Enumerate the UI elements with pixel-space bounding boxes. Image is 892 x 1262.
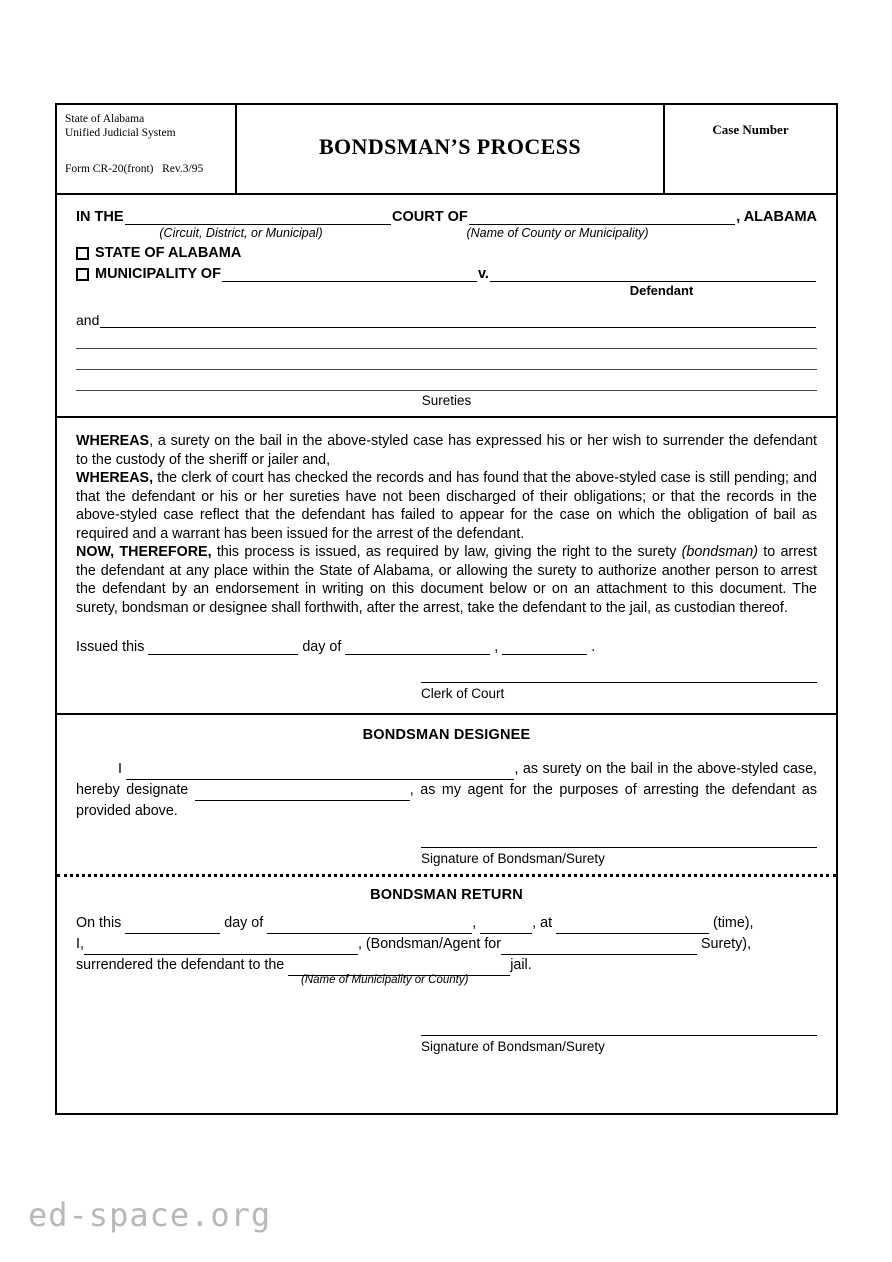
agency-line-2: Unified Judicial System — [65, 127, 176, 139]
therefore-keyword: NOW, THEREFORE, — [76, 544, 212, 560]
return-month-field[interactable] — [267, 918, 472, 934]
whereas-2-text: the clerk of court has checked the records and has found that the above-styled case is still pending; and that the defendant or his or her sureties have not been discharged of their obligations; or that the records in the above-styled case reflect that the defendant has failed to appear for the case on which the obligation of bail as required and a warrant has been issued for the arrest of the defendant. — [76, 470, 817, 542]
defendant-field[interactable] — [490, 267, 816, 282]
surety-field-3[interactable] — [76, 352, 817, 370]
whereas-1-text: , a surety on the bail in the above-styled case has expressed his or her wish to surrender the defendant to the custody of the sheriff or jailer and, — [76, 433, 817, 468]
county-field[interactable] — [469, 210, 735, 225]
municipality-of-label: MUNICIPALITY OF — [95, 266, 221, 282]
court-caption-block — [57, 195, 836, 418]
clerk-signature-field[interactable] — [421, 681, 817, 683]
return-time-label: (time), — [713, 915, 754, 931]
return-surety-label: Surety), — [700, 936, 752, 952]
return-bondsman-agent-label: , (Bondsman/Agent for — [357, 936, 501, 952]
return-day-of-label: day of — [224, 915, 264, 931]
bondsman-designee-block — [57, 715, 836, 874]
return-signature-group — [76, 1034, 817, 1054]
issued-period: . — [591, 639, 596, 655]
municipality-row[interactable] — [76, 266, 817, 282]
state-of-alabama-label: STATE OF ALABAMA — [95, 245, 242, 261]
designee-text-2: , as my agent for the purposes of arresting the defendant as provided above. — [76, 782, 817, 819]
return-at-label: , at — [532, 915, 553, 931]
court-type-field[interactable] — [125, 210, 391, 225]
therefore-paragraph — [76, 543, 817, 617]
bondsman-return-title: BONDSMAN RETURN — [370, 887, 523, 903]
form-body-block — [57, 418, 836, 715]
return-surrendered-label: surrendered the defendant to the — [76, 957, 285, 973]
court-hints — [76, 226, 817, 240]
issued-year-field[interactable] — [502, 639, 587, 655]
return-date-line — [76, 913, 817, 934]
in-the-label: IN THE — [76, 209, 124, 225]
issued-comma: , — [494, 639, 499, 655]
court-line — [76, 209, 817, 225]
return-jail-label: jail. — [510, 957, 532, 973]
surety-field-1[interactable] — [100, 313, 816, 328]
return-on-this-label: On this — [76, 915, 122, 931]
designee-signature-group — [76, 846, 817, 866]
bondsman-return-block — [57, 877, 836, 1062]
whereas-2-keyword: WHEREAS, — [76, 470, 154, 486]
issued-month-field[interactable] — [345, 639, 490, 655]
return-year-field[interactable] — [480, 918, 532, 934]
case-number-label: Case Number — [712, 122, 789, 137]
form-document — [55, 103, 838, 1115]
designee-surety-name-field[interactable] — [126, 764, 514, 780]
designee-signature-field[interactable] — [421, 846, 817, 848]
bondsman-italic: (bondsman) — [681, 544, 758, 560]
versus-label: v. — [477, 266, 489, 282]
state-of-alabama-row[interactable] — [76, 245, 817, 261]
issued-date-row — [76, 639, 817, 655]
designee-agent-name-field[interactable] — [195, 785, 410, 801]
form-title: BONDSMAN’S PROCESS — [237, 105, 665, 193]
return-bondsman-name-field[interactable] — [84, 939, 358, 955]
agency-line-1: State of Alabama — [65, 113, 145, 125]
return-surety-name-field[interactable] — [501, 939, 697, 955]
return-day-field[interactable] — [125, 918, 220, 934]
therefore-text-2: to arrest the defendant at any place within the State of Alabama, or allowing the surety to authorize another person to arrest the defendant by an endorsement in writing on this document below or on an attachment to this document. The surety, bondsman or designee shall forthwith, after the arrest, take the defendant to the jail, as custodian thereof. — [76, 544, 817, 616]
designee-signature-label: Signature of Bondsman/Surety — [421, 851, 605, 866]
defendant-label: Defendant — [629, 283, 694, 298]
designee-i-label: I — [118, 761, 122, 777]
return-comma: , — [472, 915, 477, 931]
whereas-1-keyword: WHEREAS — [76, 433, 150, 449]
issued-day-field[interactable] — [148, 639, 298, 655]
return-jail-line — [76, 955, 817, 976]
checkbox-state-of-alabama[interactable] — [76, 247, 89, 260]
return-signature-label: Signature of Bondsman/Surety — [421, 1039, 605, 1054]
designee-text-1: , as surety on the bail in the above-styled case, hereby designate — [76, 761, 817, 798]
return-time-field[interactable] — [556, 918, 709, 934]
whereas-paragraph-1 — [76, 432, 817, 469]
return-municipality-hint: (Name of Municipality or County) — [301, 974, 469, 986]
bondsman-designee-title: BONDSMAN DESIGNEE — [362, 727, 531, 743]
site-watermark: ed-space.org — [28, 1196, 272, 1234]
return-signature-field[interactable] — [421, 1034, 817, 1036]
alabama-label: , ALABAMA — [736, 209, 817, 225]
clerk-of-court-label: Clerk of Court — [421, 686, 505, 701]
therefore-text-1: this process is issued, as required by law, giving the right to the surety — [211, 544, 682, 560]
municipality-field[interactable] — [222, 267, 477, 282]
case-number-cell[interactable] — [665, 105, 836, 193]
designee-paragraph — [76, 759, 817, 822]
county-hint: (Name of County or Municipality) — [466, 226, 649, 240]
day-of-label: day of — [302, 639, 342, 655]
surety-field-4[interactable] — [76, 373, 817, 391]
form-header — [57, 105, 836, 195]
clerk-signature-group — [76, 681, 817, 701]
issued-this-label: Issued this — [76, 639, 145, 655]
checkbox-municipality-of[interactable] — [76, 268, 89, 281]
whereas-paragraph-2 — [76, 469, 817, 543]
surety-field-2[interactable] — [76, 331, 817, 349]
form-id: Form CR-20(front) Rev.3/95 — [65, 163, 204, 175]
return-agent-line — [76, 934, 817, 955]
court-type-hint: (Circuit, District, or Municipal) — [159, 226, 323, 240]
return-i-label: I, — [76, 936, 84, 952]
sureties-label: Sureties — [421, 393, 472, 408]
court-of-label: COURT OF — [392, 209, 468, 225]
sureties-first-row — [76, 312, 817, 328]
and-label: and — [76, 312, 100, 328]
agency-cell — [57, 105, 237, 193]
